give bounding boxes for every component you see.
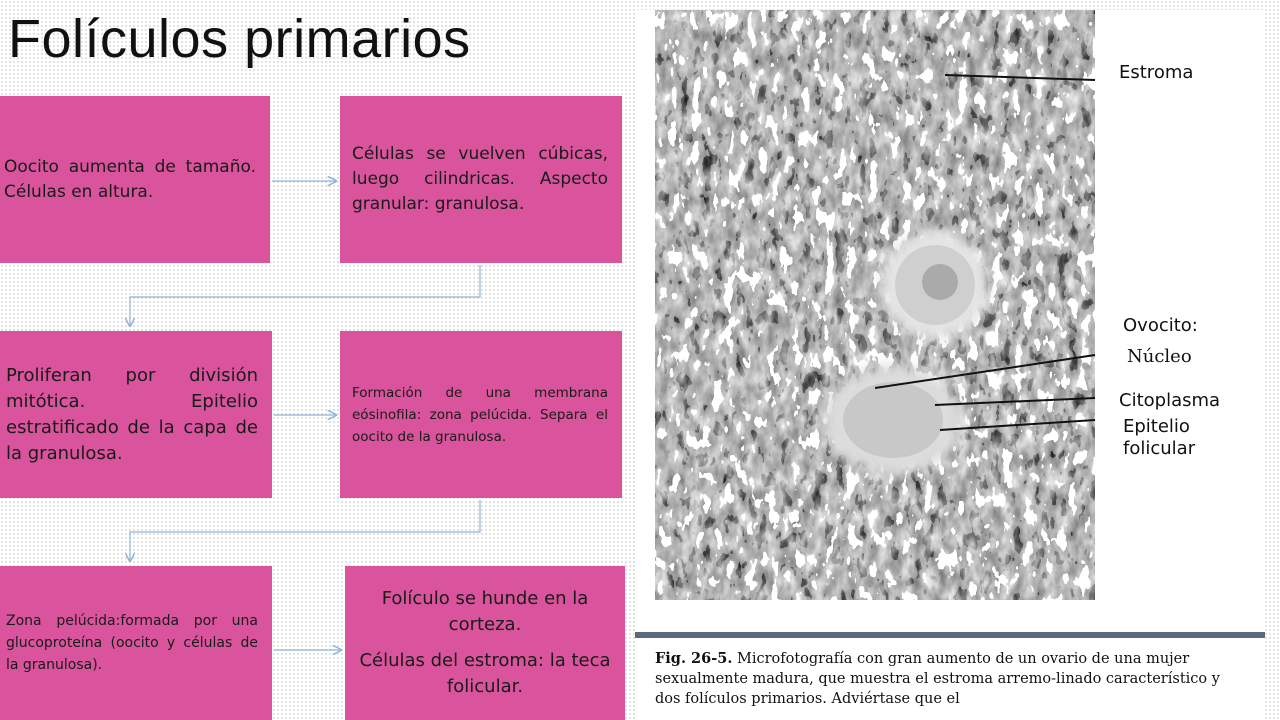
label-epitelio: Epitelio: [1123, 416, 1190, 437]
arrow-b4-b5: [130, 500, 480, 561]
step-text-6a: Folículo se hunde en la corteza.: [381, 588, 589, 635]
step-text-6b: Células del estroma: la teca folicular.: [359, 650, 611, 697]
step-text-3: Proliferan por división mitótica. Epitelio estratificado de la capa de la granulosa.: [6, 364, 258, 464]
label-citoplasma: Citoplasma: [1119, 390, 1221, 411]
caption-fig-number: Fig. 26-5.: [655, 650, 733, 667]
step-text-4: Formación de una membrana eósinofila: zona pelúcida. Separa el oocito de la granulosa.: [352, 384, 608, 445]
step-box-3: [0, 331, 272, 498]
step-text-5: Zona pelúcida:formada por una glucoproteína (oocito y células de la granulosa).: [6, 613, 258, 673]
label-folicular: folicular: [1123, 438, 1196, 459]
page-title: Folículos primarios: [8, 9, 471, 69]
arrow-b2-b3: [130, 265, 480, 326]
step-box-4: [340, 331, 622, 498]
micrograph-figure: [635, 10, 1265, 720]
step-box-5: [0, 566, 272, 720]
figure-caption: [635, 635, 1265, 720]
label-ovocito: Ovocito:: [1123, 315, 1198, 336]
step-text-1: Oocito aumenta de tamaño. Células en altura.: [4, 156, 256, 202]
step-text-2: Células se vuelven cúbicas, luego cilindricas. Aspecto granular: granulosa.: [352, 144, 608, 214]
step-box-1: [0, 96, 270, 263]
caption-text: Microfotografía con gran aumento de un ovario de una mujer sexualmente madura, que muestra el estroma arremo-linado característico y dos folículos primarios. Adviértase que el: [655, 651, 1220, 707]
step-box-2: [340, 96, 622, 263]
label-nucleo: Núcleo: [1127, 346, 1192, 367]
label-estroma: Estroma: [1119, 62, 1194, 83]
step-box-6: [345, 566, 625, 720]
